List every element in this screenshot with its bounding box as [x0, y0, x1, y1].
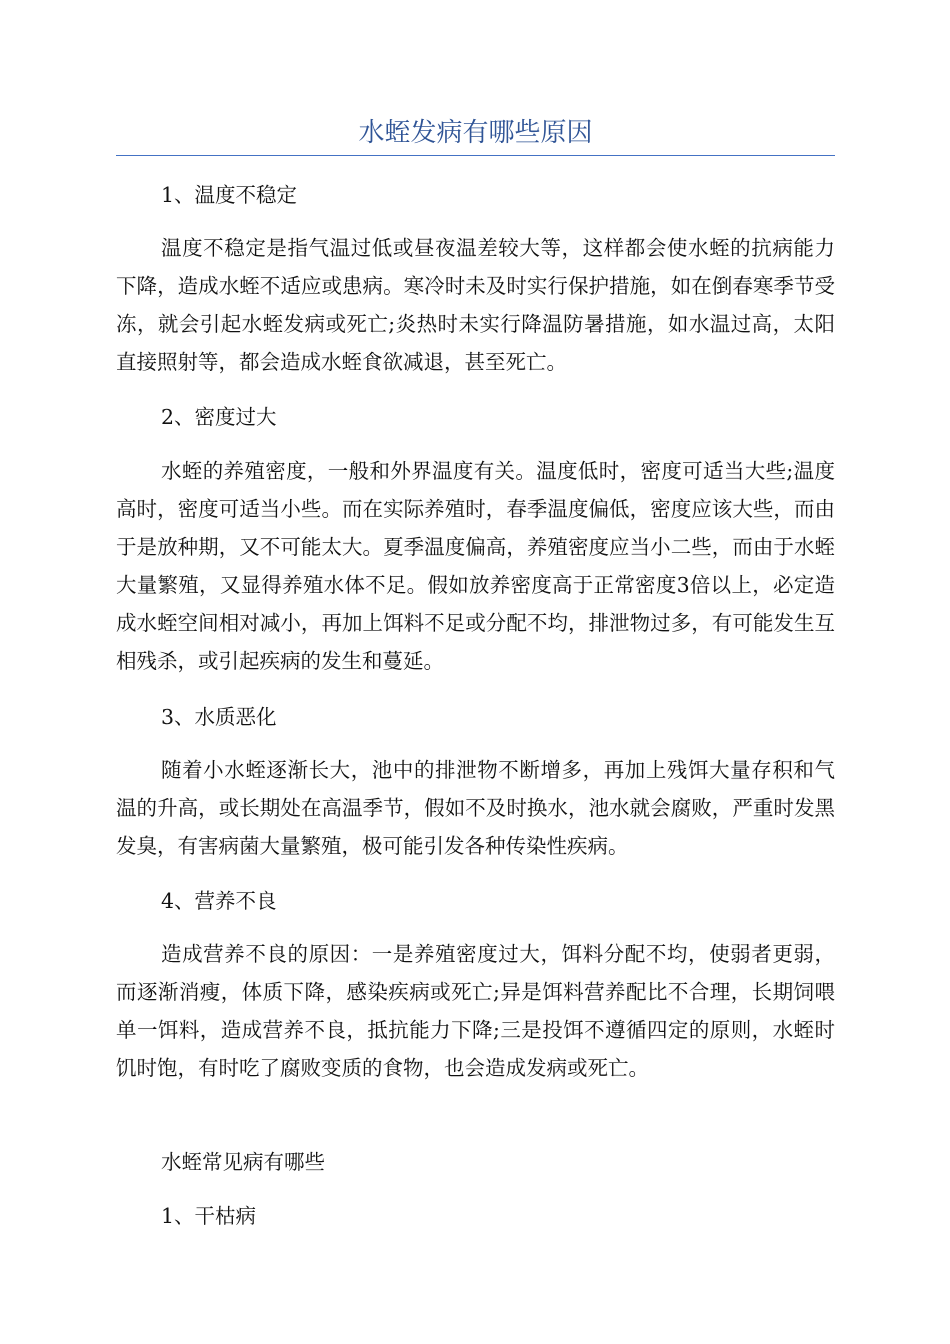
section-heading-nutrition: 4、营养不良: [161, 889, 277, 913]
paragraph-water-quality: 随着小水蛭逐渐长大，池中的排泄物不断增多，再加上残饵大量存积和气温的升高，或长期处在高温季节，假如不及时换水，池水就会腐败，严重时发黑发臭，有害病菌大量繁殖，极可能引发各种传染性疾病。: [116, 758, 835, 858]
title-underline: [116, 155, 835, 156]
section-heading-water-quality: 3、水质恶化: [161, 705, 277, 729]
document-title: 水蛭发病有哪些原因: [358, 118, 593, 148]
paragraph-density: 水蛭的养殖密度，一般和外界温度有关。温度低时，密度可适当大些;温度高时，密度可适当小些。而在实际养殖时，春季温度偏低，密度应该大些，而由于是放种期，又不可能太大。夏季温度偏高，养殖密度应当小二些，而由于水蛭大量繁殖，又显得养殖水体不足。假如放养密度高于正常密度3倍以上，必定造成水蛭空间相对减小，再加上饵料不足或分配不均，排泄物过多，有可能发生互相残杀，或引起疾病的发生和蔓延。: [116, 459, 835, 673]
paragraph-nutrition: 造成营养不良的原因：一是养殖密度过大，饵料分配不均，使弱者更弱，而逐渐消瘦，体质下降，感染疾病或死亡;异是饵料营养配比不合理，长期饲喂单一饵料，造成营养不良，抵抗能力下降;三是投饵不遵循四定的原则，水蛭时饥时饱，有时吃了腐败变质的食物，也会造成发病或死亡。: [116, 942, 835, 1080]
section-heading-common-diseases: 水蛭常见病有哪些: [161, 1150, 325, 1174]
paragraph-temperature: 温度不稳定是指气温过低或昼夜温差较大等，这样都会使水蛭的抗病能力下降，造成水蛭不适应或患病。寒冷时未及时实行保护措施，如在倒春寒季节受冻，就会引起水蛭发病或死亡;炎热时未实行降温防暑措施，如水温过高，太阳直接照射等，都会造成水蛭食欲减退，甚至死亡。: [116, 236, 835, 374]
section-heading-dry-wither-disease: 1、干枯病: [161, 1204, 257, 1228]
section-heading-density: 2、密度过大: [161, 405, 277, 429]
section-heading-temperature: 1、温度不稳定: [161, 183, 298, 207]
